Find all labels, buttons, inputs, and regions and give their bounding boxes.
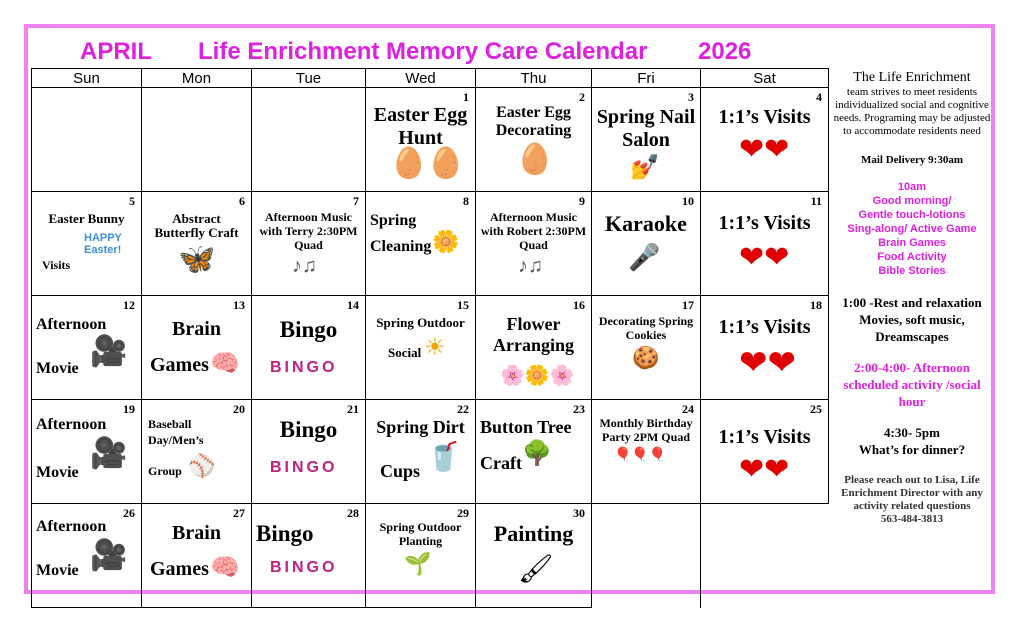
weekday-fri: Fri <box>592 69 701 88</box>
day-number: 15 <box>457 298 469 312</box>
activity-label: Karaoke <box>605 211 687 236</box>
weekday-header-row <box>32 69 829 88</box>
activity-label: Bingo <box>279 417 338 442</box>
day-cell-13 <box>142 296 252 400</box>
calendar-title <box>80 38 800 68</box>
day-number: 9 <box>579 194 585 208</box>
day-cell-12 <box>32 296 142 400</box>
day-cell-15 <box>366 296 476 400</box>
activity-label: 1:1’s Visits <box>718 212 811 234</box>
day-cell-19 <box>32 400 142 504</box>
day-number: 24 <box>682 402 694 416</box>
sun-icon: ☀ <box>424 335 446 361</box>
activity-label: Button Tree <box>480 417 572 437</box>
bingo-balls-icon: BINGO <box>270 359 338 376</box>
title-text: Life Enrichment Memory Care Calendar <box>198 38 648 65</box>
day-cell-6 <box>142 192 252 296</box>
day-number: 23 <box>573 402 585 416</box>
weekday-tue: Tue <box>252 69 366 88</box>
activity-label: Spring Outdoor Planting <box>379 520 462 548</box>
week-row <box>32 400 829 504</box>
paintbrush-icon: 🖌 <box>518 554 554 585</box>
day-cell-22 <box>366 400 476 504</box>
music-notes-icon: ♪♫ <box>292 255 317 277</box>
day-number: 3 <box>688 90 694 104</box>
day-cell-7 <box>252 192 366 296</box>
butterfly-icon: 🦋 <box>178 243 216 276</box>
balloons-icon: 🎈🎈🎈 <box>614 448 667 463</box>
day-cell-10 <box>592 192 701 296</box>
bingo-balls-icon: BINGO <box>270 459 338 476</box>
day-number: 17 <box>682 298 694 312</box>
activity-label: Flower Arranging <box>493 314 574 355</box>
dinner-text: What’s for dinner? <box>858 442 966 457</box>
activity-label: Afternoon <box>36 316 107 333</box>
activity-label: 1:1’s Visits <box>718 426 811 448</box>
activity-label: Afternoon Music with Terry 2:30PM Quad <box>259 210 358 252</box>
day-cell-29 <box>366 504 476 608</box>
day-number: 6 <box>239 194 245 208</box>
plant-in-hand-icon: 🌱 <box>404 551 432 576</box>
day-number: 29 <box>457 506 469 520</box>
day-cell-4 <box>701 88 829 192</box>
week-row <box>32 192 829 296</box>
day-cell-23 <box>476 400 592 504</box>
morning-item: Bible Stories <box>878 265 946 277</box>
week-row <box>32 296 829 400</box>
day-cell-empty <box>142 88 252 192</box>
day-number: 19 <box>123 402 135 416</box>
day-number: 18 <box>810 298 822 312</box>
brain-icon: 🧠 <box>210 555 240 581</box>
day-cell-3 <box>592 88 701 192</box>
day-number: 21 <box>347 402 359 416</box>
day-cell-28 <box>252 504 366 608</box>
sidebar-intro-title: The Life Enrichment <box>853 70 971 85</box>
morning-item: Good morning/ <box>872 195 952 207</box>
day-cell-empty <box>252 88 366 192</box>
activity-label: Easter Egg Hunt <box>373 104 468 149</box>
morning-item: Sing-along/ Active Game <box>847 223 977 235</box>
contact-phone: 563-484-3813 <box>880 513 944 525</box>
weekday-sat: Sat <box>701 69 829 88</box>
nail-polish-icon: 💅 <box>630 155 660 181</box>
activity-label: Bingo <box>279 317 338 342</box>
day-number: 2 <box>579 90 585 104</box>
easter-egg-icon: 🥚 <box>516 143 554 176</box>
activity-label: Easter Egg Decorating <box>495 104 572 139</box>
morning-item: Gentle touch-lotions <box>858 209 966 221</box>
hearts-icon: ❤❤ <box>739 345 796 382</box>
day-cell-1 <box>366 88 476 192</box>
activity-label: Spring Dirt <box>376 417 465 437</box>
day-cell-30 <box>476 504 592 608</box>
day-number: 22 <box>457 402 469 416</box>
day-cell-27 <box>142 504 252 608</box>
activity-label: Decorating Spring Cookies <box>598 314 694 342</box>
activity-label-2: Movie <box>36 360 79 377</box>
day-number: 8 <box>463 194 469 208</box>
activity-label: Bingo <box>256 521 314 546</box>
day-number: 16 <box>573 298 585 312</box>
day-cell-empty <box>32 88 142 192</box>
day-number: 28 <box>347 506 359 520</box>
day-number: 13 <box>233 298 245 312</box>
activity-label: Afternoon Music with Robert 2:30PM Quad <box>480 210 587 252</box>
morning-item: Food Activity <box>877 251 947 263</box>
baseball-icon: ⚾ <box>188 453 216 478</box>
day-cell-empty <box>701 504 829 608</box>
activity-label: Spring Outdoor <box>376 315 465 330</box>
movie-camera-icon: 🎥 <box>90 335 128 368</box>
contact-text: Please reach out to Lisa, Life Enrichment Director with any activity related questions <box>841 474 983 512</box>
sidebar-intro-body: team strives to meet residents individualized social and cognitive needs. Programing may be adjusted to accommodate residents need <box>833 86 991 137</box>
activity-label: Painting <box>493 521 574 546</box>
day-number: 5 <box>129 194 135 208</box>
activity-label-2: Cleaning <box>370 238 432 255</box>
microphone-icon: 🎤 <box>628 243 661 272</box>
day-cell-25 <box>701 400 829 504</box>
sidebar-info <box>832 68 992 526</box>
day-cell-14 <box>252 296 366 400</box>
activity-label: Afternoon <box>36 416 107 433</box>
day-number: 20 <box>233 402 245 416</box>
day-number: 27 <box>233 506 245 520</box>
activity-label-2: Movie <box>36 562 79 579</box>
day-number: 4 <box>816 90 822 104</box>
week-row <box>32 88 829 192</box>
morning-item: Brain Games <box>878 237 946 249</box>
movie-camera-icon: 🎥 <box>90 539 128 572</box>
activity-label-2: Visits <box>42 258 71 272</box>
cookies-icon: 🍪 <box>632 345 660 370</box>
day-cell-8 <box>366 192 476 296</box>
activity-label: 1:1’s Visits <box>718 106 811 128</box>
title-year: 2026 <box>698 38 752 65</box>
dinner-time: 4:30- 5pm <box>884 425 940 440</box>
activity-label: Abstract Butterfly Craft <box>154 211 239 240</box>
weekday-sun: Sun <box>32 69 142 88</box>
day-number: 25 <box>810 402 822 416</box>
activity-label: Spring Nail Salon <box>596 106 696 151</box>
activity-label: Brain <box>172 318 221 340</box>
activity-label-2: Games <box>150 354 209 376</box>
easter-eggs-icon: 🥚🥚 <box>390 147 465 180</box>
day-cell-24 <box>592 400 701 504</box>
rest-text: 1:00 -Rest and relaxation Movies, soft music, Dreamscapes <box>842 295 982 344</box>
day-cell-20 <box>142 400 252 504</box>
day-cell-26 <box>32 504 142 608</box>
mail-delivery-text: Mail Delivery 9:30am <box>860 154 964 166</box>
day-cell-5 <box>32 192 142 296</box>
weekday-wed: Wed <box>366 69 476 88</box>
weekday-thu: Thu <box>476 69 592 88</box>
afternoon-text: 2:00-4:00- Afternoon scheduled activity /social hour <box>843 360 981 409</box>
day-cell-9 <box>476 192 592 296</box>
day-cell-18 <box>701 296 829 400</box>
activity-label-2: Group <box>148 464 182 478</box>
activity-label: Afternoon <box>36 518 107 535</box>
flowers-icon: 🌸🌼🌸 <box>500 365 575 387</box>
activity-label-2: Games <box>150 558 209 580</box>
activity-label: Spring <box>370 212 417 229</box>
activity-label: Easter Bunny <box>48 211 125 226</box>
day-cell-empty <box>592 504 701 608</box>
day-number: 30 <box>573 506 585 520</box>
movie-camera-icon: 🎥 <box>90 437 128 470</box>
title-month: APRIL <box>80 38 152 65</box>
day-number: 11 <box>810 194 822 208</box>
activity-label-2: Movie <box>36 464 79 481</box>
dirt-cup-icon: 🥤 <box>426 442 461 473</box>
activity-label: Baseball Day/Men’s <box>148 417 204 447</box>
calendar-grid <box>31 68 828 608</box>
music-notes-icon: ♪♫ <box>518 255 543 277</box>
day-cell-16 <box>476 296 592 400</box>
day-number: 10 <box>682 194 694 208</box>
morning-time: 10am <box>897 181 927 193</box>
day-cell-17 <box>592 296 701 400</box>
bingo-balls-icon: BINGO <box>270 559 338 576</box>
button-tree-icon: 🌳 <box>522 441 552 467</box>
activity-label-2: Cups <box>380 461 421 481</box>
activity-label-2: Social <box>388 345 422 360</box>
brain-icon: 🧠 <box>210 351 240 377</box>
day-cell-2 <box>476 88 592 192</box>
activity-label: Brain <box>172 522 221 544</box>
hearts-icon: ❤❤ <box>739 241 790 274</box>
hearts-icon: ❤❤ <box>739 453 790 486</box>
day-cell-11 <box>701 192 829 296</box>
happy-easter-icon: HAPPY Easter! <box>84 232 122 256</box>
day-number: 12 <box>123 298 135 312</box>
activity-label: Monthly Birthday Party 2PM Quad <box>599 416 693 444</box>
day-number: 14 <box>347 298 359 312</box>
activity-label-2: Craft <box>480 453 522 473</box>
hearts-icon: ❤❤ <box>739 133 790 166</box>
weekday-mon: Mon <box>142 69 252 88</box>
flowers-icon: 🌼 <box>432 229 460 254</box>
activity-label: 1:1’s Visits <box>718 316 811 338</box>
day-number: 1 <box>463 90 469 104</box>
day-cell-21 <box>252 400 366 504</box>
day-number: 26 <box>123 506 135 520</box>
day-number: 7 <box>353 194 359 208</box>
week-row <box>32 504 829 608</box>
